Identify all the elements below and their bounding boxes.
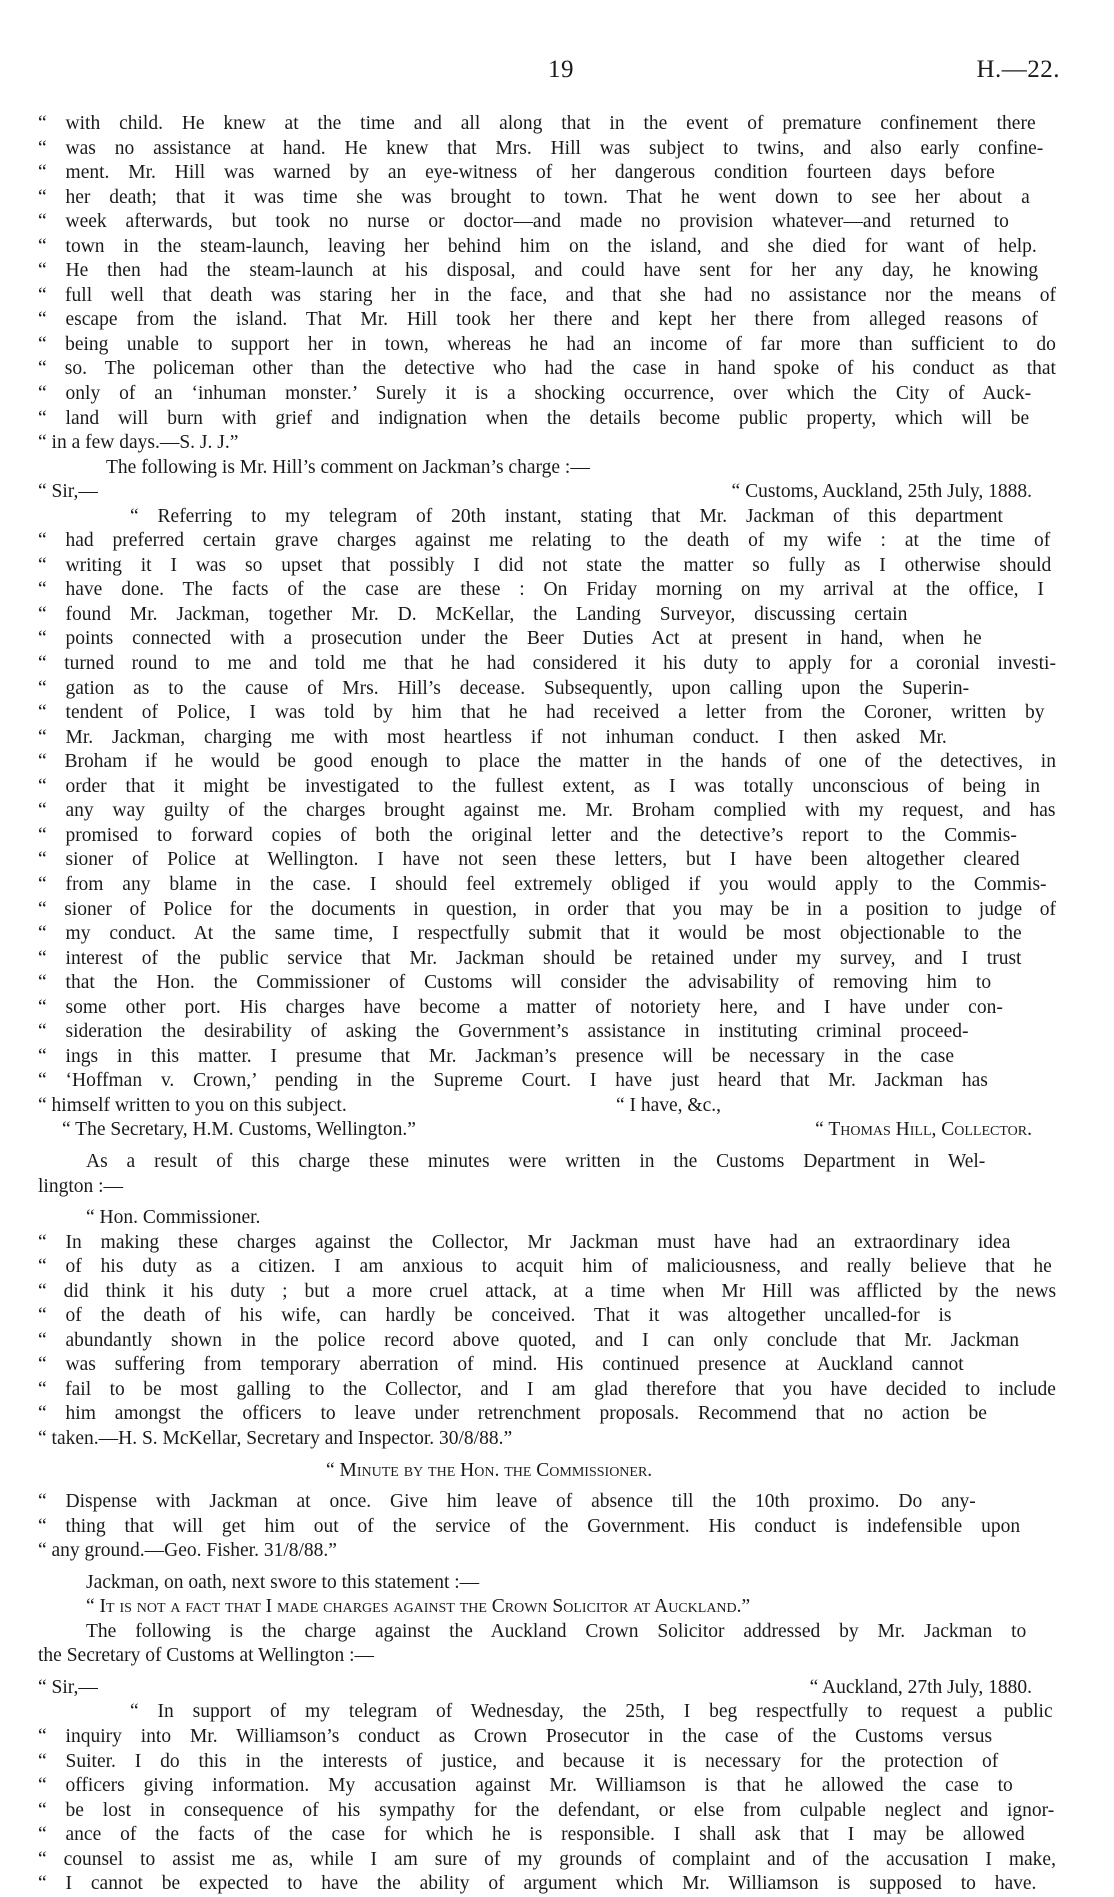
line-text: “ being unable to support her in town, whereas he had an income of far more than sufficient to do xyxy=(38,333,1056,355)
line-text: “ in a few days.—S. J. J.” xyxy=(38,432,239,454)
line-text: “ that the Hon. the Commissioner of Customs will consider the advisability of removing him to xyxy=(38,972,992,994)
line-text: “ town in the steam-launch, leaving her behind him on the island, and she died for want of help. xyxy=(38,235,1037,257)
text-line xyxy=(38,1459,1056,1484)
line-text: “ Suiter. I do this in the interests of justice, and because it is necessary for the protection of xyxy=(38,1750,999,1772)
text-line xyxy=(38,996,1056,1021)
line-text: “ order that it might be investigated to the fullest extent, as I was totally unconscious of being in xyxy=(38,775,1041,797)
text-line xyxy=(38,308,1056,333)
line-text: “ Referring to my telegram of 20th instant, stating that Mr. Jackman of this department xyxy=(130,505,1003,527)
line-text: “ found Mr. Jackman, together Mr. D. McKellar, the Landing Surveyor, discussing certain xyxy=(38,603,908,625)
text-line xyxy=(38,1353,1056,1378)
line-text: lington :— xyxy=(38,1175,124,1197)
text-line xyxy=(38,750,1056,775)
line-text: “ points connected with a prosecution under the Beer Duties Act at present in hand, when he xyxy=(38,628,982,650)
line-right-text: “ Auckland, 27th July, 1880. xyxy=(809,1676,1032,1698)
line-text: As a result of this charge these minutes were written in the Customs Department in Wel- xyxy=(86,1150,986,1172)
line-text: “ fail to be most galling to the Collector, and I am glad therefore that you have decided to include xyxy=(38,1378,1056,1400)
text-line xyxy=(38,1378,1056,1403)
text-line xyxy=(38,480,1056,505)
line-text: “ Hon. Commissioner. xyxy=(86,1207,261,1229)
line-text: “ himself written to you on this subject. xyxy=(38,1094,347,1116)
text-line xyxy=(38,1069,1056,1094)
text-line xyxy=(38,210,1056,235)
line-text: “ her death; that it was time she was brought to town. That he went down to see her about a xyxy=(38,186,1030,208)
line-text: “ sioner of Police for the documents in question, in order that you may be in a position to judge of xyxy=(38,898,1056,920)
line-text: the Secretary of Customs at Wellington :— xyxy=(38,1645,375,1667)
line-text: “ inquiry into Mr. Williamson’s conduct as Crown Prosecutor in the case of the Customs versus xyxy=(38,1726,993,1747)
line-text: “ ings in this matter. I presume that Mr. Jackman’s presence will be necessary in the case xyxy=(38,1045,955,1067)
line-text: “ of his duty as a citizen. I am anxious to acquit him of maliciousness, and really believe that he xyxy=(38,1256,1052,1278)
text-line xyxy=(38,922,1056,947)
line-text: “ ‘Hoffman v. Crown,’ pending in the Supreme Court. I have just heard that Mr. Jackman has xyxy=(38,1070,988,1092)
text-line xyxy=(38,235,1056,260)
text-line xyxy=(38,1402,1056,1427)
text-line xyxy=(38,161,1056,186)
line-text: “ In making these charges against the Collector, Mr Jackman must have had an extraordinary idea xyxy=(38,1231,1011,1253)
text-line xyxy=(38,186,1056,211)
text-line xyxy=(38,1280,1056,1305)
text-line xyxy=(38,799,1056,824)
text-line xyxy=(38,652,1056,677)
text-line xyxy=(38,1620,1056,1645)
line-right-text: “ Thomas Hill, Collector. xyxy=(815,1119,1032,1141)
text-line xyxy=(38,407,1056,432)
text-line xyxy=(38,1774,1056,1799)
line-text: “ In support of my telegram of Wednesday, the 25th, I beg respectfully to request a public xyxy=(130,1701,1053,1723)
text-line xyxy=(38,554,1056,579)
text-line xyxy=(38,1304,1056,1329)
line-text: “ escape from the island. That Mr. Hill took her there and kept her there from alleged reasons of xyxy=(38,309,1038,331)
line-text: “ gation as to the cause of Mrs. Hill’s decease. Subsequently, upon calling upon the Superin- xyxy=(38,677,970,699)
line-text: “ did think it his duty ; but a more cruel attack, at a time when Mr Hill was afflicted by the news xyxy=(38,1280,1057,1302)
text-line xyxy=(38,1045,1056,1070)
text-line xyxy=(38,603,1056,628)
line-text: “ from any blame in the case. I should feel extremely obliged if you would apply to the Commis- xyxy=(38,873,1047,895)
text-line xyxy=(38,1676,1056,1701)
text-line xyxy=(38,1823,1056,1848)
line-text: “ was suffering from temporary aberration of mind. His continued presence at Auckland cannot xyxy=(38,1354,964,1376)
text-line xyxy=(38,357,1056,382)
line-text: “ turned round to me and told me that he had considered it his duty to apply for a coronial investi- xyxy=(38,653,1056,675)
text-line xyxy=(38,456,1056,481)
line-text: “ counsel to assist me as, while I am sure of my grounds of complaint and of the accusation I make, xyxy=(38,1848,1056,1870)
line-text: “ Dispense with Jackman at once. Give him leave of absence till the 10th proximo. Do any- xyxy=(38,1491,976,1513)
line-text: “ taken.—H. S. McKellar, Secretary and Inspector. 30/8/88.” xyxy=(38,1427,513,1449)
text-line xyxy=(38,529,1056,554)
text-line xyxy=(38,112,1056,137)
line-right-text: “ I have, &c., xyxy=(615,1094,721,1116)
text-line xyxy=(38,1700,1056,1725)
line-text: “ him amongst the officers to leave under retrenchment proposals. Recommend that no action be xyxy=(38,1403,987,1425)
line-text: “ The Secretary, H.M. Customs, Wellington.” xyxy=(62,1119,416,1141)
text-line xyxy=(38,971,1056,996)
line-text: “ of the death of his wife, can hardly be conceived. That it was altogether uncalled-for is xyxy=(38,1305,952,1327)
text-line xyxy=(38,1848,1056,1873)
line-text: “ only of an ‘inhuman monster.’ Surely it is a shocking occurrence, over which the City of Auck- xyxy=(38,383,1032,405)
line-text: “ interest of the public service that Mr. Jackman should be retained under my survey, and I trust xyxy=(38,947,1022,969)
line-text: “ any ground.—Geo. Fisher. 31/8/88.” xyxy=(38,1540,337,1562)
line-text: “ have done. The facts of the case are these : On Friday morning on my arrival at the office, I xyxy=(38,579,1044,601)
text-line xyxy=(38,1490,1056,1515)
line-text: “ It is not a fact that I made charges against the Crown Solicitor at Auckland.” xyxy=(86,1596,751,1618)
text-line xyxy=(38,1725,1056,1750)
text-line xyxy=(38,775,1056,800)
line-text: “ land will burn with grief and indignation when the details become public property, which will be xyxy=(38,407,1030,429)
text-line xyxy=(38,1020,1056,1045)
line-text: “ sioner of Police at Wellington. I have not seen these letters, but I have been altogether cleared xyxy=(38,849,1020,871)
line-text: “ Sir,— xyxy=(38,481,98,503)
line-text: “ ment. Mr. Hill was warned by an eye-witness of her dangerous condition fourteen days before xyxy=(38,162,995,184)
line-text: The following is Mr. Hill’s comment on Jackman’s charge :— xyxy=(106,456,590,478)
text-line xyxy=(38,627,1056,652)
text-line xyxy=(38,1206,1056,1231)
line-text: “ full well that death was staring her in the face, and that she had no assistance nor the means of xyxy=(38,284,1056,306)
text-line xyxy=(38,382,1056,407)
text-line xyxy=(38,1799,1056,1824)
text-line xyxy=(38,726,1056,751)
line-text: “ writing it I was so upset that possibly I did not state the matter so fully as I otherwise should xyxy=(38,554,1052,576)
text-line xyxy=(38,873,1056,898)
line-text: “ Sir,— xyxy=(38,1676,98,1698)
line-text: “ was no assistance at hand. He knew that Mrs. Hill was subject to twins, and also early confine- xyxy=(38,137,1044,159)
line-text: “ be lost in consequence of his sympathy for the defendant, or else from culpable neglect and ignor- xyxy=(38,1799,1055,1821)
text-line xyxy=(38,284,1056,309)
line-text: “ Broham if he would be good enough to place the matter in the hands of one of the detectives, in xyxy=(38,751,1056,773)
text-line xyxy=(38,259,1056,284)
document-body xyxy=(38,112,1056,1897)
text-line xyxy=(38,578,1056,603)
line-right-text: “ Customs, Auckland, 25th July, 1888. xyxy=(731,481,1032,503)
text-line xyxy=(38,1094,1056,1119)
line-text: “ had preferred certain grave charges against me relating to the death of my wife : at the time of xyxy=(38,530,1051,552)
line-text: “ any way guilty of the charges brought against me. Mr. Broham complied with my request, and has xyxy=(38,800,1056,822)
text-line xyxy=(38,677,1056,702)
text-line xyxy=(38,1644,1056,1669)
text-line xyxy=(38,505,1056,530)
text-line xyxy=(38,1150,1056,1175)
line-text: “ He then had the steam-launch at his disposal, and could have sent for her any day, he knowing xyxy=(38,260,1039,282)
text-line xyxy=(38,1231,1056,1256)
text-line xyxy=(38,1255,1056,1280)
text-line xyxy=(38,1427,1056,1452)
text-line xyxy=(38,947,1056,972)
text-line xyxy=(38,1872,1056,1897)
line-text: “ week afterwards, but took no nurse or doctor—and made no provision whatever—and returned to xyxy=(38,211,1009,233)
line-text: “ promised to forward copies of both the original letter and the detective’s report to the Commis- xyxy=(38,824,1017,846)
document-reference: H.—22. xyxy=(976,56,1060,83)
text-line xyxy=(38,1515,1056,1540)
text-line xyxy=(38,1118,1056,1143)
line-text: “ ance of the facts of the case for which he is responsible. I shall ask that I may be allowed xyxy=(38,1824,1025,1846)
line-text: “ my conduct. At the same time, I respectfully submit that it would be most objectionable to the xyxy=(38,923,1022,945)
line-text: “ with child. He knew at the time and all along that in the event of premature confinement there xyxy=(38,113,1036,134)
text-line xyxy=(38,1750,1056,1775)
text-line xyxy=(38,1175,1056,1200)
line-text: “ officers giving information. My accusation against Mr. Williamson is that he allowed the case to xyxy=(38,1775,1013,1797)
page-number: 19 xyxy=(548,56,574,83)
text-line xyxy=(38,333,1056,358)
text-line xyxy=(38,701,1056,726)
line-text: “ some other port. His charges have become a matter of notoriety here, and I have under con- xyxy=(38,996,1003,1018)
text-line xyxy=(38,824,1056,849)
text-line xyxy=(38,1571,1056,1596)
text-line xyxy=(38,1539,1056,1564)
line-text: “ sideration the desirability of asking the Government’s assistance in instituting criminal proceed- xyxy=(38,1021,969,1043)
line-text: Jackman, on oath, next swore to this statement :— xyxy=(86,1571,480,1593)
text-line xyxy=(38,1329,1056,1354)
text-line xyxy=(38,137,1056,162)
line-text: “ Minute by the Hon. the Commissioner. xyxy=(326,1459,653,1481)
text-line xyxy=(38,431,1056,456)
text-line xyxy=(38,898,1056,923)
line-text: “ I cannot be expected to have the ability of argument which Mr. Williamson is supposed to have. xyxy=(38,1873,1037,1895)
line-text: “ tendent of Police, I was told by him that he had received a letter from the Coroner, written by xyxy=(38,702,1045,724)
line-text: “ so. The policeman other than the detective who had the case in hand spoke of his conduct as that xyxy=(38,358,1056,380)
line-text: “ abundantly shown in the police record above quoted, and I can only conclude that Mr. Jackman xyxy=(38,1329,1020,1351)
line-text: “ thing that will get him out of the service of the Government. His conduct is indefensible upon xyxy=(38,1515,1021,1537)
line-text: “ Mr. Jackman, charging me with most heartless if not inhuman conduct. I then asked Mr. xyxy=(38,726,947,748)
text-line xyxy=(38,848,1056,873)
line-text: The following is the charge against the Auckland Crown Solicitor addressed by Mr. Jackman to xyxy=(86,1620,1027,1642)
text-line xyxy=(38,1595,1056,1620)
